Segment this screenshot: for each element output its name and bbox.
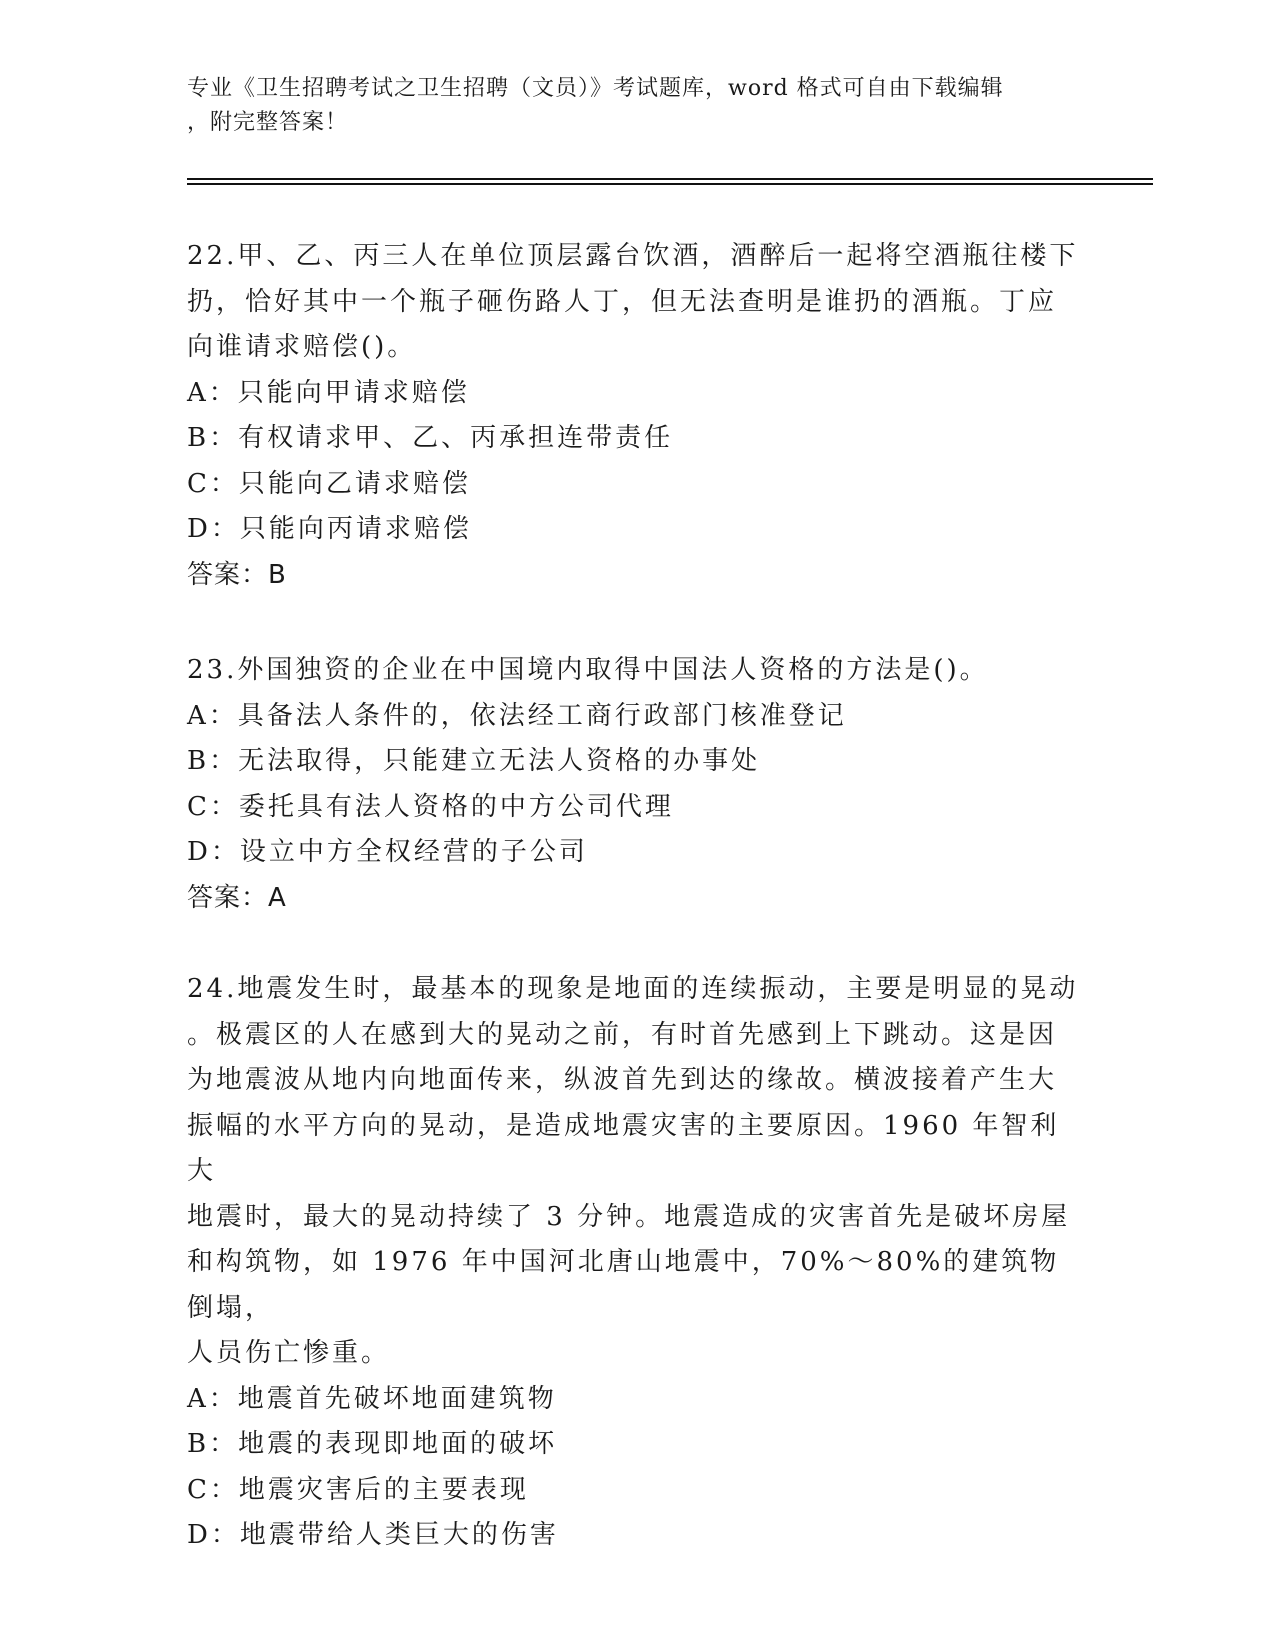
- stem-line: 24.地震发生时，最基本的现象是地面的连续振动，主要是明显的晃动: [187, 974, 1079, 1004]
- header-divider-top: [187, 178, 1153, 180]
- answer-label: 答案：B: [187, 559, 287, 590]
- option-b: B：无法取得，只能建立无法人资格的办事处: [187, 746, 761, 776]
- option-d: D：只能向丙请求赔偿: [187, 514, 472, 544]
- stem-line: 人员伤亡惨重。: [187, 1338, 391, 1368]
- option-b: B：地震的表现即地面的破坏: [187, 1429, 558, 1459]
- stem-line: 和构筑物，如 1976 年中国河北唐山地震中，70%～80%的建筑物倒塌，: [187, 1247, 1060, 1323]
- header-line-1: 专业《卫生招聘考试之卫生招聘（文员）》考试题库，word 格式可自由下载编辑: [187, 76, 1004, 101]
- stem-line: 向谁请求赔偿()。: [187, 332, 417, 362]
- option-b: B：有权请求甲、乙、丙承担连带责任: [187, 423, 674, 453]
- option-d: D：地震带给人类巨大的伤害: [187, 1520, 559, 1550]
- option-c: C：地震灾害后的主要表现: [187, 1474, 529, 1505]
- question-stem: [187, 234, 1087, 371]
- option-a: A：只能向甲请求赔偿: [187, 377, 470, 408]
- stem-line: 22.甲、乙、丙三人在单位顶层露台饮酒，酒醉后一起将空酒瓶往楼下: [187, 241, 1079, 271]
- option-c: C：委托具有法人资格的中方公司代理: [187, 791, 674, 822]
- answer-label: 答案：A: [187, 882, 287, 913]
- option-d: D：设立中方全权经营的子公司: [187, 837, 588, 867]
- stem-line: 23.外国独资的企业在中国境内取得中国法人资格的方法是()。: [187, 655, 989, 685]
- stem-line: 为地震波从地内向地面传来，纵波首先到达的缘故。横波接着产生大: [187, 1065, 1058, 1095]
- stem-line: 扔，恰好其中一个瓶子砸伤路人丁，但无法查明是谁扔的酒瓶。丁应: [187, 286, 1058, 317]
- question-stem: [187, 967, 1087, 1377]
- option-a: A：地震首先破坏地面建筑物: [187, 1383, 557, 1414]
- stem-line: 地震时，最大的晃动持续了 3 分钟。地震造成的灾害首先是破坏房屋: [187, 1201, 1071, 1232]
- document-header: [187, 72, 1067, 140]
- header-line-2: ，附完整答案！: [187, 110, 349, 135]
- question-24: [187, 967, 1087, 1559]
- stem-line: 振幅的水平方向的晃动，是造成地震灾害的主要原因。1960 年智利大: [187, 1110, 1060, 1186]
- question-23: [187, 648, 1087, 921]
- header-divider-bottom: [187, 183, 1153, 185]
- question-22: [187, 234, 1087, 598]
- option-c: C：只能向乙请求赔偿: [187, 468, 471, 499]
- question-stem: [187, 648, 1087, 694]
- option-a: A：具备法人条件的，依法经工商行政部门核准登记: [187, 700, 847, 731]
- stem-line: 。极震区的人在感到大的晃动之前，有时首先感到上下跳动。这是因: [187, 1019, 1058, 1050]
